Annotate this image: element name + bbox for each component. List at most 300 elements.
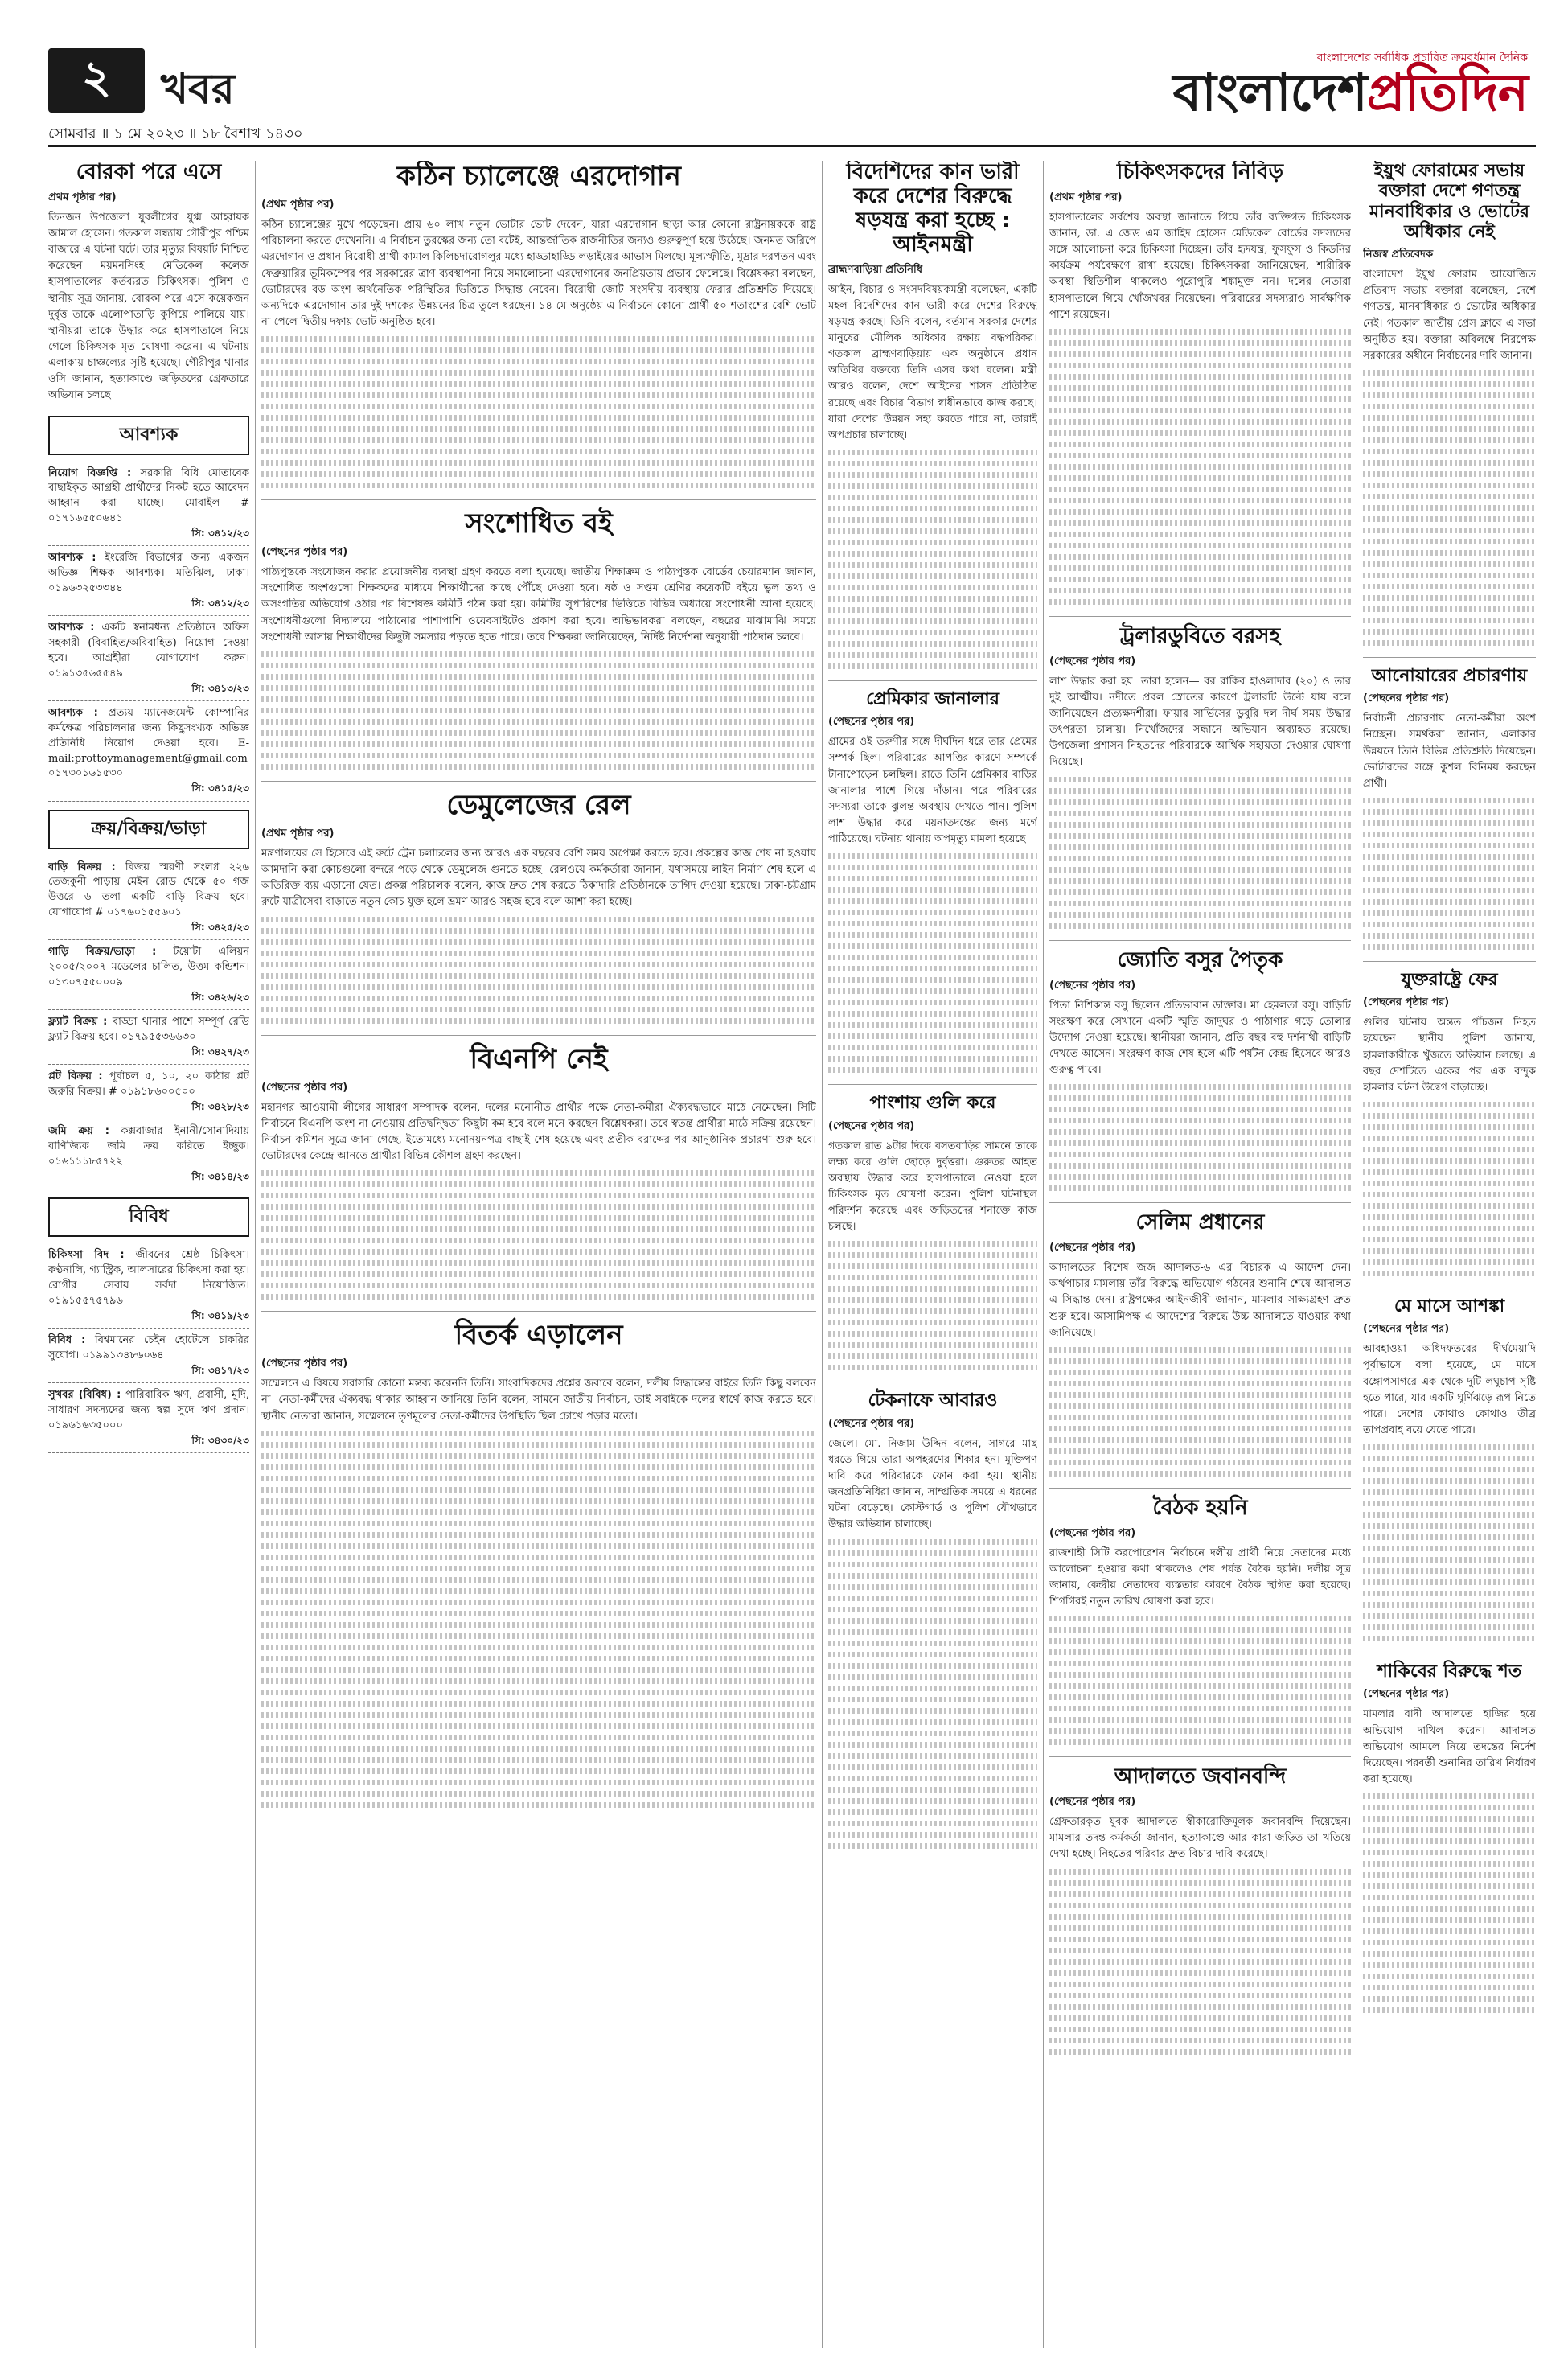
text-continuation bbox=[261, 939, 816, 945]
text-continuation bbox=[1363, 606, 1536, 612]
text-continuation bbox=[828, 573, 1037, 579]
article-byline: (পেছনের পৃষ্ঠার পর) bbox=[1049, 979, 1136, 992]
classified-ad-reference: সি: ৩৪১৪/২৩ bbox=[191, 1171, 249, 1183]
text-continuation bbox=[261, 359, 816, 364]
text-continuation bbox=[828, 663, 1037, 669]
text-continuation bbox=[828, 1629, 1037, 1635]
text-continuation bbox=[261, 719, 816, 725]
text-continuation bbox=[1049, 1937, 1351, 1942]
text-continuation bbox=[828, 1618, 1037, 1624]
article-byline: (পেছনের পৃষ্ঠার পর) bbox=[261, 1081, 348, 1094]
text-continuation bbox=[261, 1487, 816, 1493]
article-body: গ্রামের ওই তরুণীর সঙ্গে দীর্ঘদিন ধরে তার প্রেমের সম্পর্ক ছিল। পরিবারের আপত্তির কারণে সম্পর্কে টানাপোড়েন চলছিল। রাতে তিনি প্রেমিকার বাড়ির জানালার পাশে গিয়ে দাঁড়ান। পরে পরিবারের সদস্যরা তাকে ঝুলন্ত অবস্থায় দেখতে পান। পুলিশ লাশ উদ্ধার করে ময়নাতদন্তের জন্য মর্গে পাঠিয়েছে। ঘটনায় থানায় অপমৃত্যু মামলা হয়েছে। bbox=[828, 736, 1037, 846]
text-continuation bbox=[1363, 415, 1536, 421]
text-continuation bbox=[261, 437, 816, 443]
text-continuation bbox=[828, 1286, 1037, 1292]
text-continuation bbox=[1049, 1717, 1351, 1723]
text-continuation bbox=[1049, 2015, 1351, 2021]
classified-ad-reference: সি: ৩৪১২/২৩ bbox=[191, 597, 249, 609]
text-continuation bbox=[828, 1000, 1037, 1005]
text-continuation bbox=[1363, 1102, 1536, 1107]
text-continuation bbox=[1049, 1672, 1351, 1678]
text-continuation bbox=[1363, 1158, 1536, 1164]
text-continuation bbox=[1049, 1683, 1351, 1689]
text-continuation bbox=[1363, 1534, 1536, 1540]
text-continuation bbox=[828, 630, 1037, 635]
article-headline[interactable]: পাংশায় গুলি করে bbox=[869, 1093, 996, 1114]
text-continuation bbox=[1363, 1259, 1536, 1265]
text-continuation bbox=[828, 1011, 1037, 1017]
classified-ad bbox=[48, 1329, 249, 1383]
classified-ad bbox=[48, 701, 249, 802]
classified-section-heading: বিবিধ bbox=[48, 1197, 249, 1237]
text-continuation bbox=[1049, 2038, 1351, 2043]
article-byline: (পেছনের পৃষ্ঠার পর) bbox=[1363, 1688, 1450, 1701]
text-continuation bbox=[1363, 1883, 1536, 1889]
text-continuation bbox=[261, 973, 816, 979]
text-continuation bbox=[828, 472, 1037, 478]
classified-ad-reference: সি: ৩৪৩০/২৩ bbox=[191, 1434, 249, 1446]
classified-ad-reference: সি: ৩৪১৯/২৩ bbox=[191, 1309, 249, 1321]
text-continuation bbox=[1363, 1624, 1536, 1630]
text-continuation bbox=[1049, 1448, 1351, 1454]
article-body: আইন, বিচার ও সংসদবিষয়কমন্ত্রী বলেছেন, একটি মহল বিদেশিদের কান ভারী করে দেশের বিরুদ্ধে ষড়যন্ত্র করছে। তিনি বলেন, বর্তমান সরকার দেশের মানুষের মৌলিক অধিকার রক্ষায় বদ্ধপরিকর। গতকাল ব্রাহ্মণবাড়িয়ায় এক অনুষ্ঠানে প্রধান অতিথির বক্তব্যে তিনি এসব কথা বলেন। মন্ত্রী আরও বলেন, দেশে আইনের শাসন প্রতিষ্ঠিত রয়েছে এবং বিচার বিভাগ স্বাধীনভাবে কাজ করছে। যারা দেশের উন্নয়ন সহ্য করতে পারে না, তারাই অপপ্রচার চালাচ্ছে। bbox=[828, 283, 1037, 442]
article-byline: (প্রথম পৃষ্ঠার পর) bbox=[261, 199, 335, 212]
text-continuation bbox=[1363, 922, 1536, 927]
text-continuation bbox=[261, 1260, 816, 1266]
article-headline[interactable]: জ্যোতি বসুর পৈতৃক bbox=[1117, 947, 1283, 972]
text-continuation bbox=[261, 1735, 816, 1740]
article bbox=[1049, 625, 1351, 929]
article-body: বাংলাদেশ ইয়ুথ ফোরাম আয়োজিত প্রতিবাদ সভায় বক্তারা বলেছেন, দেশে গণতন্ত্র, মানবাধিকার ও ভোটের অধিকার নেই। গতকাল জাতীয় প্রেস ক্লাবে এ সভা অনুষ্ঠিত হয়। বক্তারা অবিলম্বে নিরপেক্ষ সরকারের অধীনে নির্বাচনের দাবি জানান। bbox=[1363, 269, 1536, 362]
text-continuation bbox=[1049, 844, 1351, 850]
text-continuation bbox=[261, 1712, 816, 1718]
dateline: সোমবার ॥ ১ মে ২০২৩ ॥ ১৮ বৈশাখ ১৪৩০ bbox=[48, 125, 303, 142]
text-continuation bbox=[1363, 1838, 1536, 1844]
text-continuation bbox=[1363, 1512, 1536, 1518]
classified-ad-text: একটি স্বনামধন্য প্রতিষ্ঠানে অফিস সহকারী (বিবাহিত/অবিবাহিত) নিয়োগ দেওয়া হবে। আগ্রহীরা যোগাযোগ করুন। ০১৯১৩৫৬৫৫৪৯ bbox=[48, 622, 249, 680]
article-body: মহানগর আওয়ামী লীগের সাধারণ সম্পাদক বলেন, দলের মনোনীত প্রার্থীর পক্ষে নেতা-কর্মীরা ঐক্যবদ্ধভাবে মাঠে নেমেছেন। সিটি নির্বাচনে বিএনপি অংশ না নেওয়ায় প্রতিদ্বন্দ্বিতা কিছুটা কম হবে বলে মনে করছেন বিশ্লেষকরা। তবে স্বতন্ত্র প্রার্থীরা মাঠে সক্রিয় রয়েছেন। নির্বাচন কমিশন সূত্রে জানা গেছে, ইতোমধ্যে মনোনয়নপত্র বাছাই শেষ হয়েছে এবং প্রতীক বরাদ্দের পর আনুষ্ঠানিক প্রচারণা শুরু হবে। ভোটারদের কেন্দ্রে আনতে প্রার্থীরা বিভিন্ন কৌশল গ্রহণ করছেন। bbox=[261, 1101, 816, 1163]
text-continuation bbox=[1363, 483, 1536, 488]
text-continuation bbox=[1049, 1661, 1351, 1666]
article bbox=[261, 508, 816, 770]
page-header bbox=[48, 32, 1536, 141]
classified-list bbox=[48, 856, 249, 1190]
text-continuation bbox=[261, 460, 816, 466]
text-continuation bbox=[261, 1622, 816, 1628]
article bbox=[261, 790, 816, 1024]
article-headline[interactable]: বিতর্ক এড়ালেন bbox=[454, 1319, 623, 1352]
article-body: সম্মেলনে এ বিষয়ে সরাসরি কোনো মন্তব্য করেননি তিনি। সাংবাদিকদের প্রশ্নের জবাবে বলেন, দলীয় সিদ্ধান্তের বাইরে তিনি কিছু বলবেন না। নেতা-কর্মীদের ঐক্যবদ্ধ থাকার আহ্বান জানিয়ে তিনি বলেন, সামনে জাতীয় নির্বাচন, তাই সবাইকে দলের স্বার্থে কাজ করতে হবে। স্থানীয় নেতারা জানান, সম্মেলনে তৃণমূলের নেতা-কর্মীদের উপস্থিতি ছিল চোখে পড়ার মতো। bbox=[261, 1378, 816, 1423]
text-continuation bbox=[261, 1633, 816, 1639]
classified-ad bbox=[48, 616, 249, 701]
article bbox=[1049, 161, 1351, 605]
text-continuation bbox=[828, 641, 1037, 647]
text-continuation bbox=[261, 1238, 816, 1243]
text-continuation bbox=[828, 652, 1037, 658]
text-continuation bbox=[1049, 498, 1351, 503]
text-continuation bbox=[1049, 588, 1351, 594]
text-continuation bbox=[1049, 1880, 1351, 1886]
text-continuation bbox=[1049, 363, 1351, 368]
story-divider bbox=[828, 1084, 1037, 1085]
text-continuation bbox=[261, 674, 816, 680]
article-headline[interactable]: বোরকা পরে এসে bbox=[76, 161, 222, 184]
text-continuation bbox=[1049, 453, 1351, 458]
text-continuation bbox=[1049, 1347, 1351, 1353]
text-continuation bbox=[1363, 1850, 1536, 1855]
text-continuation bbox=[261, 1611, 816, 1616]
text-continuation bbox=[1049, 1140, 1351, 1146]
text-continuation bbox=[1363, 1816, 1536, 1822]
article-headline[interactable]: বিদেশিদের কান ভারী করে দেশের বিরুদ্ধে ষড়যন্ত্র করা হচ্ছে : আইনমন্ত্রী bbox=[846, 161, 1020, 257]
text-continuation bbox=[1049, 1649, 1351, 1655]
text-continuation bbox=[261, 1555, 816, 1560]
text-continuation bbox=[1049, 1107, 1351, 1112]
text-continuation bbox=[828, 1584, 1037, 1590]
text-continuation bbox=[828, 1263, 1037, 1269]
article-byline: (প্রথম পৃষ্ঠার পর) bbox=[261, 827, 335, 840]
text-continuation bbox=[261, 1215, 816, 1221]
article-body: গ্রেফতারকৃত যুবক আদালতে স্বীকারোক্তিমূলক জবানবন্দি দিয়েছেন। মামলার তদন্ত কর্মকর্তা জানান, হত্যাকাণ্ডে আর কারা জড়িত তা খতিয়ে দেখা হচ্ছে। নিহতের পরিবার দ্রুত বিচার দাবি করেছে। bbox=[1049, 1816, 1351, 1861]
classified-ad-title: বিবিধ : bbox=[48, 1334, 86, 1347]
text-continuation bbox=[1363, 494, 1536, 499]
article-byline: (পেছনের পৃষ্ঠার পর) bbox=[1049, 1242, 1136, 1255]
text-continuation bbox=[828, 865, 1037, 870]
article-byline: (পেছনের পৃষ্ঠার পর) bbox=[261, 1357, 348, 1370]
text-continuation bbox=[1363, 2007, 1536, 2013]
masthead-logo bbox=[1172, 64, 1528, 123]
column-news-side bbox=[1363, 161, 1536, 2348]
text-continuation bbox=[1049, 1095, 1351, 1101]
text-continuation bbox=[1363, 471, 1536, 477]
text-continuation bbox=[828, 1275, 1037, 1280]
text-continuation bbox=[828, 1776, 1037, 1781]
text-continuation bbox=[1363, 933, 1536, 939]
text-continuation bbox=[828, 1663, 1037, 1669]
page-number: ২ bbox=[48, 48, 145, 113]
text-continuation bbox=[261, 370, 816, 376]
classified-ad-text: বিজয় স্মরণী সংলগ্ন ২২৬ তেজকুনী পাড়ায় মেইন রোড থেকে ৫০ গজ উত্তরে ৬ তলা একটি বাড়ি বিক্রয় হবে। যোগাযোগ # ০১৭৬০১৫৫৬০১ bbox=[48, 860, 249, 919]
text-continuation bbox=[1363, 1579, 1536, 1585]
text-continuation bbox=[261, 663, 816, 668]
text-continuation bbox=[828, 1764, 1037, 1770]
article-headline[interactable]: আদালতে জবানবন্দি bbox=[1114, 1764, 1287, 1789]
text-continuation bbox=[1049, 1638, 1351, 1644]
text-continuation bbox=[828, 1798, 1037, 1804]
classified-ad bbox=[48, 462, 249, 547]
article-headline[interactable]: বিএনপি নেই bbox=[470, 1042, 608, 1075]
article-headline[interactable]: সংশোধিত বই bbox=[465, 507, 613, 540]
text-continuation bbox=[1049, 1118, 1351, 1123]
text-continuation bbox=[1049, 889, 1351, 895]
article-headline[interactable]: টেকনাফে আবারও bbox=[868, 1390, 998, 1411]
text-continuation bbox=[261, 753, 816, 758]
text-continuation bbox=[261, 917, 816, 922]
text-continuation bbox=[1049, 1948, 1351, 1953]
text-continuation bbox=[1049, 340, 1351, 346]
story-divider bbox=[261, 781, 816, 782]
text-continuation bbox=[1363, 1872, 1536, 1878]
text-continuation bbox=[261, 1181, 816, 1187]
article-headline[interactable]: শাকিবের বিরুদ্ধে শত bbox=[1377, 1661, 1522, 1682]
article-headline[interactable]: আনোয়ারের প্রচারণায় bbox=[1371, 666, 1528, 687]
text-continuation bbox=[1049, 1891, 1351, 1897]
article bbox=[828, 161, 1037, 669]
text-continuation bbox=[828, 450, 1037, 455]
classified-ad bbox=[48, 1065, 249, 1119]
text-continuation bbox=[1363, 437, 1536, 443]
text-continuation bbox=[828, 1686, 1037, 1691]
text-continuation bbox=[828, 1022, 1037, 1028]
text-continuation bbox=[1049, 1993, 1351, 1998]
text-continuation bbox=[1363, 798, 1536, 803]
classified-list bbox=[48, 1243, 249, 1453]
text-continuation bbox=[261, 1521, 816, 1526]
text-continuation bbox=[261, 996, 816, 1001]
classified-ad-text: জীবনের শ্রেষ্ঠ চিকিৎসা। কণ্ঠনালি, গ্যাস্ট্রিক, আলসারের চিকিৎসা করা হয়। রোগীর সেবায় সর্বদা নিয়োজিত। ০১৯১৫৫৭৫৭৯৬ bbox=[48, 1249, 249, 1307]
story-divider bbox=[1363, 961, 1536, 962]
text-continuation bbox=[1049, 408, 1351, 413]
text-continuation bbox=[1363, 1974, 1536, 1979]
classified-ad bbox=[48, 546, 249, 616]
story-divider bbox=[261, 1311, 816, 1312]
classified-ad-title: ফ্ল্যাট বিক্রয় : bbox=[48, 1016, 108, 1029]
classified-ad-reference: সি: ৩৪১৫/২৩ bbox=[191, 782, 249, 795]
text-continuation bbox=[1363, 1444, 1536, 1450]
text-continuation bbox=[1363, 370, 1536, 376]
article-headline[interactable]: বৈঠক হয়নি bbox=[1152, 1495, 1248, 1520]
text-continuation bbox=[828, 1652, 1037, 1657]
text-continuation bbox=[261, 1532, 816, 1538]
text-continuation bbox=[1363, 1546, 1536, 1551]
article-headline[interactable]: ডেমুলেজের রেল bbox=[446, 788, 631, 821]
text-continuation bbox=[828, 1787, 1037, 1793]
article bbox=[1363, 1296, 1536, 1641]
text-continuation bbox=[828, 517, 1037, 523]
text-continuation bbox=[261, 730, 816, 736]
article-headline[interactable]: ট্রলারডুবিতে বরসহ bbox=[1119, 623, 1281, 648]
article-headline[interactable]: প্রেমিকার জানালার bbox=[866, 688, 999, 709]
text-continuation bbox=[1363, 1827, 1536, 1833]
text-continuation bbox=[1049, 1185, 1351, 1191]
text-continuation bbox=[1363, 1214, 1536, 1220]
classified-ad-text: প্রত্যয় ম্যানেজমেন্ট কোম্পানির কর্মক্ষেত্র পরিচালনার জন্য কিছুসংখ্যক অভিজ্ঞ প্রতিনিধি নিয়োগ দেওয়া হবে। E-mail:prottoymanagement@gmail.com ০১৭৩০১৬১৫৩০ bbox=[48, 707, 249, 780]
text-continuation bbox=[1049, 1728, 1351, 1734]
text-continuation bbox=[828, 988, 1037, 994]
masthead-tagline: বাংলাদেশের সর্বাধিক প্রচারিত ক্রমবর্ধমান দৈনিক bbox=[1316, 51, 1528, 64]
article-byline: (পেছনের পৃষ্ঠার পর) bbox=[828, 1417, 915, 1430]
article bbox=[1049, 1211, 1351, 1477]
classified-ad-reference: সি: ৩৪১৩/২৩ bbox=[191, 682, 249, 694]
text-continuation bbox=[1363, 1951, 1536, 1957]
text-continuation bbox=[828, 1674, 1037, 1680]
text-continuation bbox=[1049, 1970, 1351, 1976]
text-continuation bbox=[261, 696, 816, 702]
text-continuation bbox=[1049, 1914, 1351, 1920]
text-continuation bbox=[261, 336, 816, 342]
article bbox=[828, 1093, 1037, 1370]
story-divider bbox=[1049, 1202, 1351, 1203]
text-continuation bbox=[1363, 1203, 1536, 1209]
text-continuation bbox=[828, 977, 1037, 983]
text-continuation bbox=[261, 764, 816, 770]
text-continuation bbox=[1049, 543, 1351, 548]
text-continuation bbox=[1363, 1226, 1536, 1231]
column-divider bbox=[255, 161, 256, 2348]
classified-ad-reference: সি: ৩৪২৭/২৩ bbox=[191, 1046, 249, 1058]
text-continuation bbox=[1363, 595, 1536, 601]
article-byline: নিজস্ব প্রতিবেদক bbox=[1363, 248, 1434, 261]
text-continuation bbox=[828, 1809, 1037, 1815]
text-continuation bbox=[1049, 329, 1351, 335]
text-continuation bbox=[1049, 577, 1351, 582]
classified-ad-reference: সি: ৩৪২৮/২৩ bbox=[191, 1101, 249, 1113]
text-continuation bbox=[1049, 1152, 1351, 1157]
article-body: পিতা নিশিকান্ত বসু ছিলেন প্রতিভাবান ডাক্তার। মা হেমলতা বসু। বাড়িটি সংরক্ষণ করে সেখানে একটি স্মৃতি জাদুঘর ও পাঠাগার গড়ে তোলার উদ্যোগ নেওয়া হয়েছে। স্থানীয়রা জানান, প্রতি বছর বহু দর্শনার্থী বাড়িটি দেখতে আসেন। সংরক্ষণ কাজ শেষ হলে এটি পর্যটন কেন্দ্র হিসেবে আরও গুরুত্ব পাবে। bbox=[1049, 999, 1351, 1077]
text-continuation bbox=[828, 853, 1037, 859]
text-continuation bbox=[828, 887, 1037, 893]
classified-ad-text: ইংরেজি বিভাগের জন্য একজন অভিজ্ঞ শিক্ষক আবশ্যক। মতিঝিল, ঢাকা। ০১৯৬৩২৫৩৩৪৪ bbox=[48, 552, 249, 595]
classified-ad-title: চিকিৎসা বিদ : bbox=[48, 1249, 125, 1262]
text-continuation bbox=[261, 1498, 816, 1504]
article bbox=[1049, 949, 1351, 1192]
text-continuation bbox=[1363, 584, 1536, 589]
text-continuation bbox=[828, 876, 1037, 881]
article-byline: (পেছনের পৃষ্ঠার পর) bbox=[828, 1119, 915, 1132]
text-continuation bbox=[828, 562, 1037, 568]
text-continuation bbox=[261, 1791, 816, 1797]
text-continuation bbox=[1049, 867, 1351, 873]
classified-section-heading: ক্রয়/বিক্রয়/ভাড়া bbox=[48, 810, 249, 849]
text-continuation bbox=[1363, 1613, 1536, 1619]
text-continuation bbox=[828, 1731, 1037, 1736]
text-continuation bbox=[1049, 1381, 1351, 1386]
text-continuation bbox=[1049, 1403, 1351, 1409]
column-news-secondary bbox=[828, 161, 1037, 2348]
text-continuation bbox=[1049, 1358, 1351, 1364]
text-continuation bbox=[261, 928, 816, 934]
text-continuation bbox=[1049, 599, 1351, 605]
classified-ad-reference: সি: ৩৪২৫/২৩ bbox=[191, 922, 249, 934]
text-continuation bbox=[1363, 899, 1536, 905]
article-body: তিনজন উপজেলা যুবলীগের যুগ্ম আহ্বায়ক জামাল হোসেন। গতকাল সন্ধ্যায় গৌরীপুর পশ্চিম বাজারে এ ঘটনা ঘটে। তার মৃত্যুর বিষয়টি নিশ্চিত করেছেন ময়মনসিংহ মেডিকেল কলেজ হাসপাতালের কর্তব্যরত চিকিৎসক। পুলিশ ও স্থানীয় সূত্র জানায়, বোরকা পরে এসে কয়েকজন দুর্বৃত্ত তাকে এলোপাতাড়ি কুপিয়ে পালিয়ে যায়। স্থানীয়রা তাকে উদ্ধার করে হাসপাতালে নিয়ে গেলে চিকিৎসক মৃত ঘোষণা করেন। এ ঘটনায় এলাকায় চাঞ্চল্যের সৃষ্টি হয়েছে। গৌরীপুর থানার ওসি জানান, হত্যাকাণ্ডে জড়িতদের গ্রেফতারে অভিযান চলছে। bbox=[48, 211, 249, 402]
text-continuation bbox=[261, 708, 816, 713]
classified-ad-text: সরকারি বিধি মোতাবেক বাছাইকৃত আগ্রহী প্রার্থীদের নিকট হতে আবেদন আহ্বান করা যাচ্ছে। মোবাইল # ০১৭১৬৫৫০৬৪১ bbox=[48, 466, 249, 525]
text-continuation bbox=[261, 426, 816, 432]
text-continuation bbox=[828, 1573, 1037, 1579]
text-continuation bbox=[1363, 640, 1536, 646]
article-headline[interactable]: চিকিৎসকদের নিবিড় bbox=[1116, 161, 1284, 184]
article-body: রাজশাহী সিটি করপোরেশন নির্বাচনে দলীয় প্রার্থী নিয়ে নেতাদের মধ্যে আলোচনা হওয়ার কথা থাকলেও শেষ পর্যন্ত বৈঠক হয়নি। দলীয় সূত্র জানায়, কেন্দ্রীয় নেতাদের ব্যস্ততার কারণে বৈঠক স্থগিত করা হয়েছে। শিগগিরই নতুন তারিখ ঘোষণা করা হবে। bbox=[1049, 1546, 1351, 1608]
article-headline[interactable]: মে মাসে আশঙ্কা bbox=[1394, 1296, 1505, 1317]
article-headline[interactable]: ইয়ুথ ফোরামের সভায় বক্তারা দেশে গণতন্ত্র মানবাধিকার ও ভোটের অধিকার নেই bbox=[1369, 161, 1529, 242]
text-continuation bbox=[1049, 1174, 1351, 1180]
text-continuation bbox=[828, 506, 1037, 511]
text-continuation bbox=[261, 1226, 816, 1232]
text-continuation bbox=[261, 1678, 816, 1684]
text-continuation bbox=[1363, 1237, 1536, 1242]
text-continuation bbox=[1363, 910, 1536, 916]
text-continuation bbox=[261, 392, 816, 398]
text-continuation bbox=[828, 1297, 1037, 1303]
text-continuation bbox=[828, 955, 1037, 960]
newspaper-page bbox=[48, 32, 1536, 2348]
classified-ad-text: বাড্ডা থানার পাশে সম্পূর্ণ রেডি ফ্ল্যাট বিক্রয় হবে। ০১৭৯৫৫৩৬৬৩০ bbox=[48, 1016, 249, 1044]
text-continuation bbox=[1363, 1895, 1536, 1900]
text-continuation bbox=[1049, 856, 1351, 861]
text-continuation bbox=[261, 1283, 816, 1288]
text-continuation bbox=[1049, 1869, 1351, 1875]
text-continuation bbox=[1363, 1568, 1536, 1574]
text-continuation bbox=[1049, 822, 1351, 828]
article bbox=[1363, 970, 1536, 1276]
classified-ad bbox=[48, 1010, 249, 1065]
text-continuation bbox=[1049, 430, 1351, 436]
text-continuation bbox=[1363, 539, 1536, 544]
text-continuation bbox=[261, 1802, 816, 1808]
text-continuation bbox=[1363, 381, 1536, 387]
text-continuation bbox=[261, 381, 816, 387]
text-continuation bbox=[1049, 788, 1351, 794]
story-divider bbox=[1049, 616, 1351, 617]
article-byline: প্রথম পৃষ্ঠার পর) bbox=[48, 191, 117, 203]
article-body: নির্বাচনী প্রচারণায় নেতা-কর্মীরা অংশ নিচ্ছেন। সমর্থকরা জানান, এলাকার উন্নয়নে তিনি বিভিন্ন প্রতিশ্রুতি দিয়েছেন। ভোটারদের সঙ্গে কুশল বিনিময় করছেন প্রার্থী। bbox=[1363, 713, 1536, 790]
text-continuation bbox=[261, 415, 816, 421]
story-divider bbox=[828, 680, 1037, 681]
article-headline[interactable]: কঠিন চ্যালেঞ্জে এরদোগান bbox=[396, 161, 681, 192]
text-continuation bbox=[1363, 1636, 1536, 1641]
text-continuation bbox=[1363, 1124, 1536, 1130]
text-continuation bbox=[1363, 1192, 1536, 1197]
article-headline[interactable]: যুক্তরাষ্ট্রে ফের bbox=[1401, 970, 1498, 991]
text-continuation bbox=[261, 483, 816, 488]
text-continuation bbox=[828, 483, 1037, 489]
text-continuation bbox=[1049, 878, 1351, 884]
text-continuation bbox=[1363, 1271, 1536, 1276]
classified-ad bbox=[48, 1383, 249, 1453]
article bbox=[828, 689, 1037, 1073]
text-continuation bbox=[1363, 1169, 1536, 1175]
article-headline[interactable]: সেলিম প্রধানের bbox=[1135, 1210, 1265, 1235]
text-continuation bbox=[828, 1742, 1037, 1748]
text-continuation bbox=[1363, 629, 1536, 635]
text-continuation bbox=[261, 1453, 816, 1459]
text-continuation bbox=[1049, 1392, 1351, 1398]
classified-ad-reference: সি: ৩৪১২/২৩ bbox=[191, 527, 249, 539]
classified-ad-title: জমি ক্রয় : bbox=[48, 1125, 109, 1138]
text-continuation bbox=[1363, 1591, 1536, 1596]
text-continuation bbox=[828, 910, 1037, 915]
text-continuation bbox=[1049, 1694, 1351, 1700]
text-continuation bbox=[261, 1588, 816, 1594]
article bbox=[261, 1044, 816, 1300]
text-continuation bbox=[1049, 1163, 1351, 1169]
text-continuation bbox=[828, 1719, 1037, 1725]
article bbox=[1363, 161, 1536, 646]
story-divider bbox=[1049, 1488, 1351, 1489]
classified-ad bbox=[48, 1119, 249, 1189]
article bbox=[1363, 1661, 1536, 2013]
article-body: গতকাল রাত ৯টার দিকে বসতবাড়ির সামনে তাকে লক্ষ্য করে গুলি ছোড়ে দুর্বৃত্তরা। গুরুতর আহত অবস্থায় উদ্ধার করে হাসপাতালে নেওয়া হলে চিকিৎসক মৃত ঘোষণা করেন। পুলিশ ঘটনাস্থল পরিদর্শন করেছে এবং জড়িতদের শনাক্তে কাজ চলছে। bbox=[828, 1140, 1037, 1234]
text-continuation bbox=[1363, 1248, 1536, 1254]
text-continuation bbox=[261, 1170, 816, 1176]
article-body: কঠিন চ্যালেঞ্জের মুখে পড়েছেন। প্রায় ৬০ লাখ নতুন ভোটার ভোট দেবেন, যারা এরদোগান ছাড়া আর কোনো রাষ্ট্রনায়ককে রাষ্ট্র পরিচালনা করতে দেখেননি। এ নির্বাচন তুরস্কের জন্য তো বটেই, আন্তর্জাতিক রাজনীতির জন্যও গুরুত্বপূর্ণ হয়ে উঠেছে। জনমত জরিপে এরদোগান ও প্রধান বিরোধী প্রার্থী কামাল কিলিচদারোগলুর মধ্যে হাড্ডাহাড্ডি লড়াইয়ের আভাস মিলছে। মূল্যস্ফীতি, মুদ্রার দরপতন এবং ফেব্রুয়ারির ভূমিকম্পের পর সরকারের ত্রাণ ব্যবস্থাপনা নিয়ে সমালোচনা এরদোগানের জনপ্রিয়তায় প্রভাব ফেলেছে। বিশ্লেষকরা বলছেন, ভোটারদের বড় অংশ অর্থনৈতিক পরিস্থিতির ভিত্তিতে সিদ্ধান্ত নেবেন। বিরোধী জোট সংসদীয় ব্যবস্থায় ফেরার প্রতিশ্রুতি দিয়েছে। অন্যদিকে এরদোগান তার দুই দশকের উন্নয়নের চিত্র তুলে ধরছেন। ১৪ মে অনুষ্ঠেয় এ নির্বাচনে কোনো প্রার্থী ৫০ শতাংশের বেশি ভোট না পেলে দ্বিতীয় দফায় ভোট অনুষ্ঠিত হবে। bbox=[261, 219, 816, 328]
text-continuation bbox=[1363, 843, 1536, 848]
classified-ad-title: গাড়ি বিক্রয়/ভাড়া : bbox=[48, 946, 157, 959]
text-continuation bbox=[1363, 809, 1536, 815]
text-continuation bbox=[1049, 1460, 1351, 1465]
